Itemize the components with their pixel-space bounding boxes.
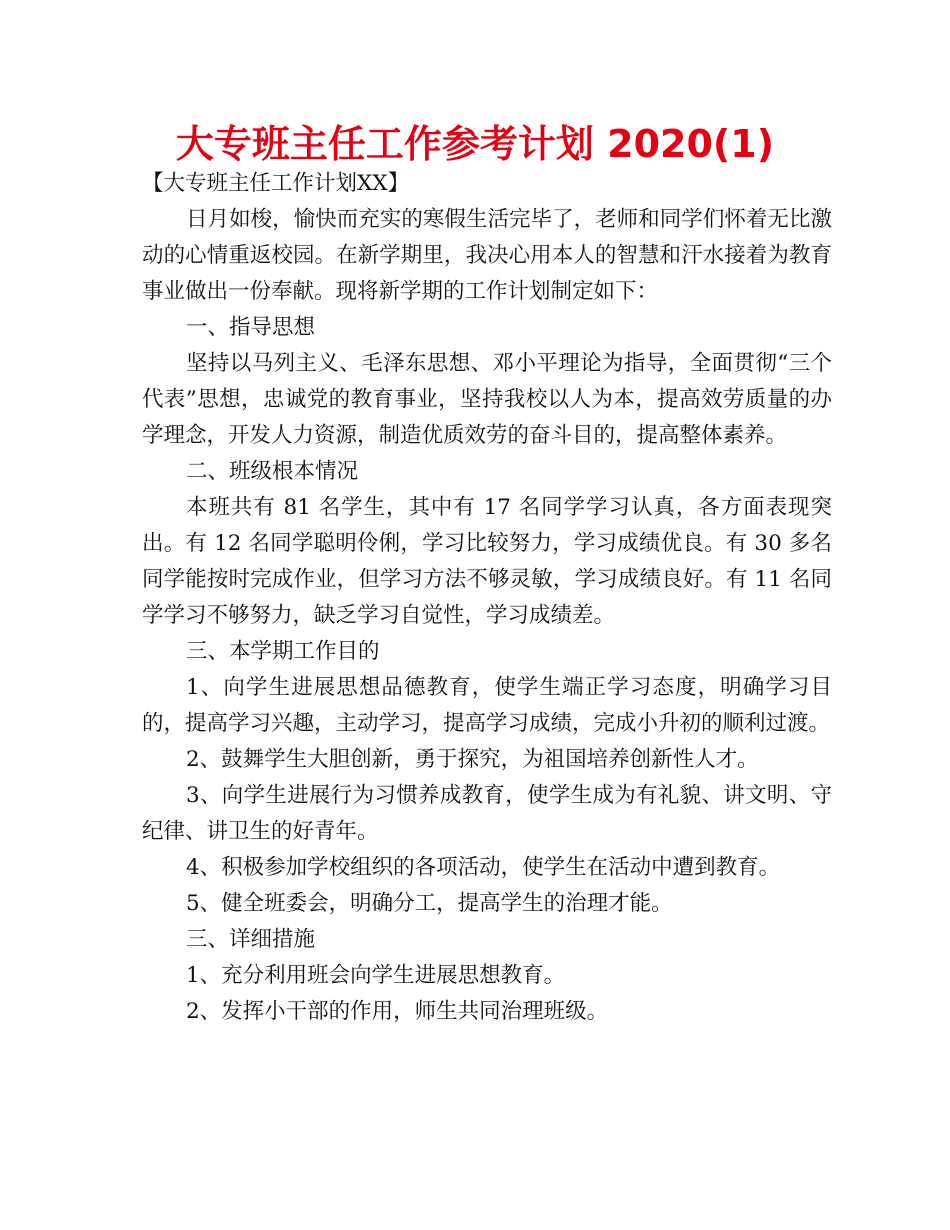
section-heading-guiding-thought: 一、指导思想 xyxy=(186,315,316,340)
document-title: 大专班主任工作参考计划 2020(1) xyxy=(175,122,775,166)
goal-item-4: 4、积极参加学校组织的各项活动，使学生在活动中遭到教育。 xyxy=(186,855,781,880)
measure-item-2: 2、发挥小干部的作用，师生共同治理班级。 xyxy=(186,999,609,1024)
section-heading-goals: 三、本学期工作目的 xyxy=(186,639,380,664)
document-subtitle: 【大专班主任工作计划XX】 xyxy=(142,171,410,196)
section-heading-measures: 三、详细措施 xyxy=(186,927,316,952)
goal-item-3: 3、向学生进展行为习惯养成教育，使学生成为有礼貌、讲文明、守纪律、讲卫生的好青年。 xyxy=(142,783,832,844)
document-body xyxy=(142,166,832,1030)
paragraph-intro: 日月如梭，愉快而充实的寒假生活完毕了，老师和同学们怀着无比激动的心情重返校园。在新学期里，我决心用本人的智慧和汗水接着为教育事业做出一份奉献。现将新学期的工作计划制定如下： xyxy=(142,207,832,304)
paragraph-guiding-thought: 坚持以马列主义、毛泽东思想、邓小平理论为指导，全面贯彻“三个代表”思想，忠诚党的教育事业，坚持我校以人为本，提高效劳质量的办学理念，开发人力资源，制造优质效劳的奋斗目的，提高整体素养。 xyxy=(142,351,832,448)
goal-item-1: 1、向学生进展思想品德教育，使学生端正学习态度，明确学习目的，提高学习兴趣，主动学习，提高学习成绩，完成小升初的顺利过渡。 xyxy=(142,675,832,736)
paragraph-class-situation: 本班共有 81 名学生，其中有 17 名同学学习认真，各方面表现突出。有 12 名同学聪明伶俐，学习比较努力，学习成绩优良。有 30 多名同学能按时完成作业，但学习方法不够灵敏，学习成绩良好。有 11 名同学学习不够努力，缺乏学习自觉性，学习成绩差。 xyxy=(142,495,832,628)
goal-item-2: 2、鼓舞学生大胆创新，勇于探究，为祖国培养创新性人才。 xyxy=(186,747,759,772)
goal-item-5: 5、健全班委会，明确分工，提高学生的治理才能。 xyxy=(186,891,673,916)
section-heading-class-situation: 二、班级根本情况 xyxy=(186,459,359,484)
measure-item-1: 1、充分利用班会向学生进展思想教育。 xyxy=(186,963,566,988)
